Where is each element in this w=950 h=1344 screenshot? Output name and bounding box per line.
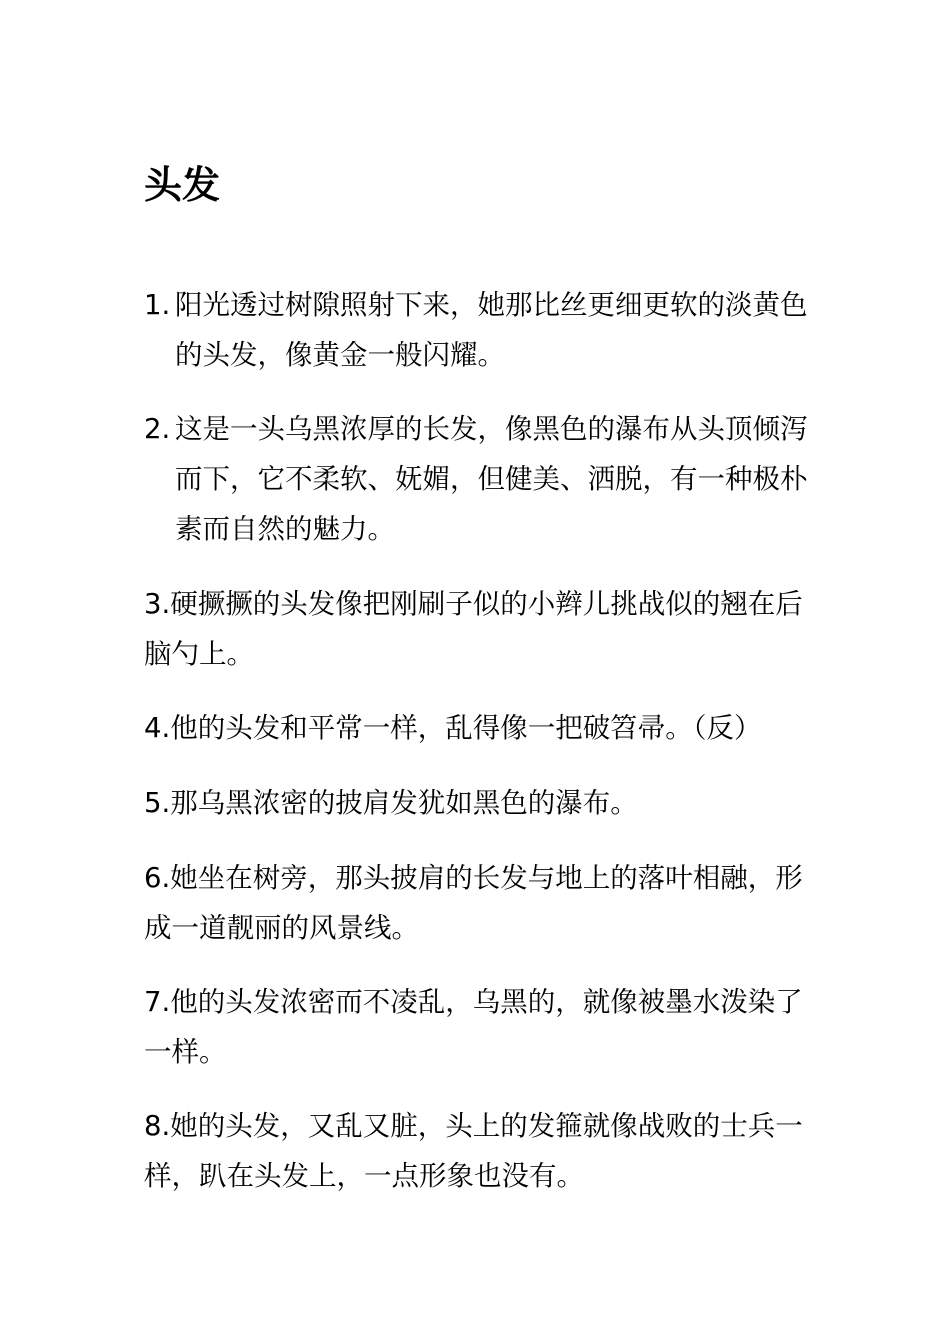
item-number: 1.: [144, 289, 171, 321]
list-item: [144, 1101, 809, 1201]
list-item: [144, 280, 809, 380]
list-item: [144, 977, 809, 1077]
item-text: 这是一头乌黑浓厚的长发，像黑色的瀑布从头顶倾泻而下，它不柔软、妩媚，但健美、洒脱，有一种极朴素而自然的魅力。: [175, 413, 808, 545]
item-text: 那乌黑浓密的披肩发犹如黑色的瀑布。: [170, 787, 638, 819]
list-item: [144, 579, 809, 679]
list-item: [144, 404, 809, 554]
item-text: 阳光透过树隙照射下来，她那比丝更细更软的淡黄色的头发，像黄金一般闪耀。: [175, 289, 808, 371]
item-number: 8.: [144, 1110, 171, 1142]
list-item: [144, 703, 809, 753]
item-number: 7.: [144, 986, 171, 1018]
item-number: 3.: [144, 588, 171, 620]
item-number: 2.: [144, 413, 171, 445]
item-text: 她坐在树旁，那头披肩的长发与地上的落叶相融，形成一道靓丽的风景线。: [144, 862, 803, 944]
item-number: 5.: [144, 787, 171, 819]
item-text: 硬撅撅的头发像把刚刷子似的小辫儿挑战似的翘在后脑勺上。: [144, 588, 803, 670]
item-text: 她的头发，又乱又脏，头上的发箍就像战败的士兵一样，趴在头发上，一点形象也没有。: [144, 1110, 803, 1192]
item-text: 他的头发浓密而不凌乱，乌黑的，就像被墨水泼染了一样。: [144, 986, 803, 1068]
page-title: 头发: [144, 163, 221, 207]
item-number: 4.: [144, 712, 171, 744]
item-text: 他的头发和平常一样，乱得像一把破笤帚。（反）: [170, 712, 762, 744]
list-item: [144, 778, 809, 828]
item-number: 6.: [144, 862, 171, 894]
list-item: [144, 853, 809, 953]
